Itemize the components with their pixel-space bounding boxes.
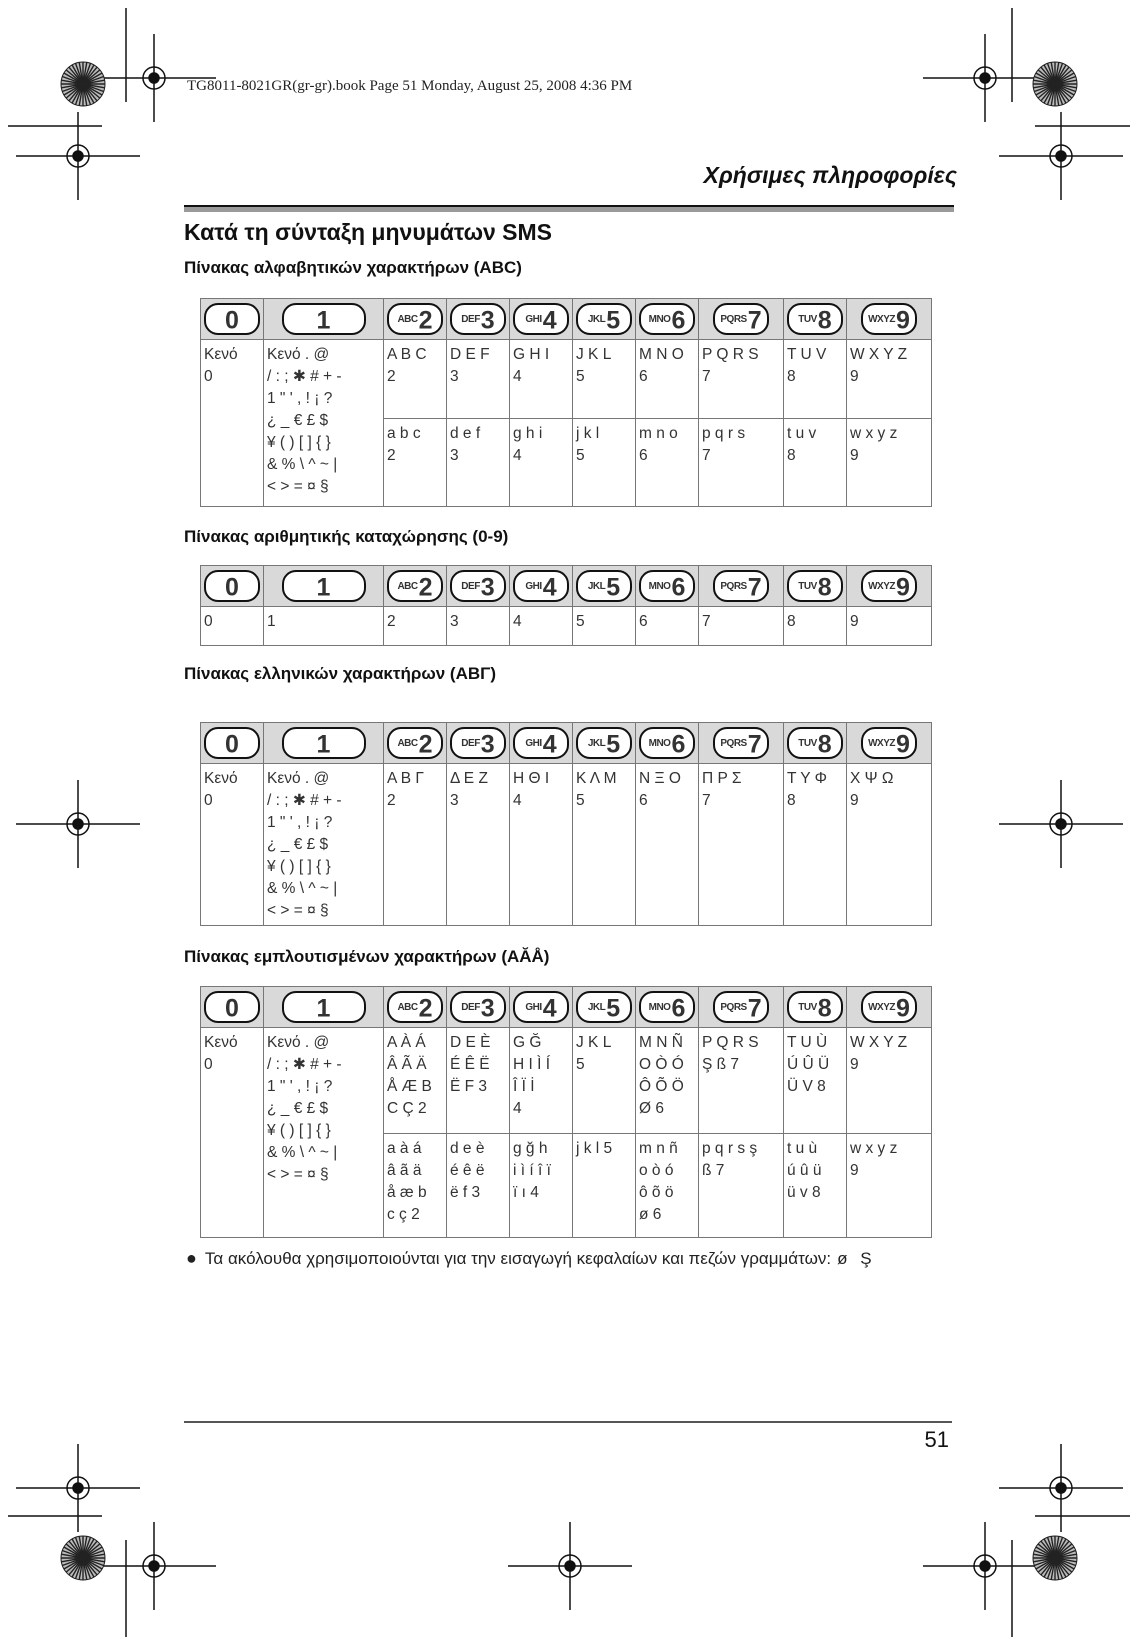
key-cell: [384, 723, 447, 764]
character-cell: j k l 5: [573, 1134, 636, 1238]
key-cell: [573, 987, 636, 1028]
character-cell: a b c 2: [384, 419, 447, 507]
registration-target-icon: [923, 34, 1047, 122]
character-cell: m n ñ o ò ó ô õ ö ø 6: [636, 1134, 699, 1238]
greek-character-table: [200, 722, 932, 926]
sunburst-registration-icon: [61, 62, 105, 106]
phone-key-5-icon: JKL5: [576, 570, 632, 602]
header-rule: [184, 205, 954, 212]
character-cell: W X Y Z 9: [847, 340, 932, 419]
character-cell: T U Ù Ú Û Ü Ü V 8: [784, 1028, 847, 1134]
character-cell: M N Ñ O Ò Ó Ô Õ Ö Ø 6: [636, 1028, 699, 1134]
character-cell: d e f 3: [447, 419, 510, 507]
character-cell: 9: [847, 607, 932, 646]
key-cell: [384, 566, 447, 607]
key-cell: [636, 299, 699, 340]
print-info-line: TG8011-8021GR(gr-gr).book Page 51 Monday, August 25, 2008 4:36 PM: [187, 78, 633, 94]
key-cell: [784, 299, 847, 340]
key-cell: [784, 987, 847, 1028]
character-cell: Κενό 0: [201, 764, 264, 926]
character-cell: 6: [636, 607, 699, 646]
key-cell: [699, 987, 784, 1028]
sunburst-registration-icon: [61, 1536, 105, 1580]
registration-target-icon: [999, 112, 1123, 200]
phone-key-2-icon: ABC2: [387, 570, 443, 602]
character-cell: Π Ρ Σ 7: [699, 764, 784, 926]
character-cell: J K L 5: [573, 1028, 636, 1134]
phone-key-2-icon: ABC2: [387, 303, 443, 335]
key-cell: [784, 566, 847, 607]
phone-key-0-icon: 0: [204, 570, 260, 602]
character-cell: p q r s ş ß 7: [699, 1134, 784, 1238]
phone-key-1-icon: 1: [282, 570, 366, 602]
phone-key-7-icon: PQRS7: [713, 991, 769, 1023]
phone-key-1-icon: 1: [282, 991, 366, 1023]
character-cell: Α Β Γ 2: [384, 764, 447, 926]
phone-key-4-icon: GHI4: [513, 303, 569, 335]
key-cell: [201, 566, 264, 607]
registration-target-icon: [508, 1522, 632, 1610]
key-cell: [699, 299, 784, 340]
key-cell: [447, 299, 510, 340]
key-cell: [699, 566, 784, 607]
phone-key-9-icon: WXYZ9: [861, 303, 917, 335]
phone-key-1-icon: 1: [282, 727, 366, 759]
phone-key-9-icon: WXYZ9: [861, 727, 917, 759]
key-cell: [699, 723, 784, 764]
numeric-entry-table: [200, 565, 932, 646]
phone-key-7-icon: PQRS7: [713, 727, 769, 759]
character-cell: M N O 6: [636, 340, 699, 419]
character-cell: Κενό 0: [201, 340, 264, 507]
phone-key-3-icon: DEF3: [450, 570, 506, 602]
key-cell: [201, 987, 264, 1028]
character-cell: 2: [384, 607, 447, 646]
sunburst-registration-icon: [1033, 62, 1077, 106]
character-cell: t u v 8: [784, 419, 847, 507]
phone-key-0-icon: 0: [204, 991, 260, 1023]
key-cell: [264, 723, 384, 764]
key-cell: [847, 566, 932, 607]
key-cell: [447, 987, 510, 1028]
character-cell: w x y z 9: [847, 419, 932, 507]
character-cell: Κενό . @ / : ; ✱ # + - 1 " ' , ! ¡ ? ¿ _ € £ $ ¥ ( ) [ ] { } & % \ ^ ~ | < > = ¤ §: [264, 1028, 384, 1238]
case-note-symbols: ø Ş: [837, 1249, 876, 1268]
phone-key-8-icon: TUV8: [787, 570, 843, 602]
phone-key-6-icon: MNO6: [639, 991, 695, 1023]
character-cell: T U V 8: [784, 340, 847, 419]
phone-key-7-icon: PQRS7: [713, 303, 769, 335]
footer-rule: [184, 1421, 952, 1423]
phone-key-0-icon: 0: [204, 727, 260, 759]
phone-key-3-icon: DEF3: [450, 303, 506, 335]
phone-key-8-icon: TUV8: [787, 991, 843, 1023]
character-cell: Η Θ Ι 4: [510, 764, 573, 926]
character-cell: Κενό . @ / : ; ✱ # + - 1 " ' , ! ¡ ? ¿ _ € £ $ ¥ ( ) [ ] { } & % \ ^ ~ | < > = ¤ §: [264, 340, 384, 507]
registration-target-icon: [923, 1522, 1047, 1610]
character-cell: w x y z 9: [847, 1134, 932, 1238]
extended-character-table: [200, 986, 932, 1238]
greek-table-caption: Πίνακας ελληνικών χαρακτήρων (ΑΒΓ): [184, 664, 497, 683]
character-cell: Ν Ξ Ο 6: [636, 764, 699, 926]
character-cell: G Ğ H I Ì Í Î Ï İ 4: [510, 1028, 573, 1134]
character-cell: m n o 6: [636, 419, 699, 507]
chapter-title: Χρήσιμες πληροφορίες: [703, 162, 957, 188]
character-cell: A À Á Â Ã Ä Å Æ B C Ç 2: [384, 1028, 447, 1134]
character-cell: 4: [510, 607, 573, 646]
phone-key-7-icon: PQRS7: [713, 570, 769, 602]
key-cell: [447, 566, 510, 607]
key-cell: [264, 299, 384, 340]
character-cell: p q r s 7: [699, 419, 784, 507]
registration-target-icon: [16, 112, 140, 200]
character-cell: W X Y Z 9: [847, 1028, 932, 1134]
character-cell: P Q R S Ş ß 7: [699, 1028, 784, 1134]
character-cell: Χ Ψ Ω 9: [847, 764, 932, 926]
character-cell: a à á â ã ä å æ b c ç 2: [384, 1134, 447, 1238]
character-cell: Κενό 0: [201, 1028, 264, 1238]
character-cell: D E È É Ê Ë Ë F 3: [447, 1028, 510, 1134]
key-cell: [636, 987, 699, 1028]
key-cell: [201, 299, 264, 340]
sunburst-registration-icon: [1033, 1536, 1077, 1580]
character-cell: 1: [264, 607, 384, 646]
phone-key-8-icon: TUV8: [787, 303, 843, 335]
character-cell: Τ Υ Φ 8: [784, 764, 847, 926]
abc-table-caption: Πίνακας αλφαβητικών χαρακτήρων (ABC): [184, 258, 522, 277]
character-cell: P Q R S 7: [699, 340, 784, 419]
phone-key-8-icon: TUV8: [787, 727, 843, 759]
registration-target-icon: [92, 1522, 216, 1610]
phone-key-4-icon: GHI4: [513, 570, 569, 602]
key-cell: [384, 299, 447, 340]
character-cell: g ğ h i ì í î ï ï ı 4: [510, 1134, 573, 1238]
character-cell: D E F 3: [447, 340, 510, 419]
numeric-table-caption: Πίνακας αριθμητικής καταχώρησης (0-9): [184, 527, 509, 546]
page-number: 51: [924, 1427, 949, 1452]
key-cell: [201, 723, 264, 764]
phone-key-1-icon: 1: [282, 303, 366, 335]
key-cell: [636, 566, 699, 607]
key-cell: [264, 566, 384, 607]
phone-key-9-icon: WXYZ9: [861, 991, 917, 1023]
abc-character-table: [200, 298, 932, 507]
character-cell: d e è é ê ë ë f 3: [447, 1134, 510, 1238]
key-cell: [573, 723, 636, 764]
key-cell: [447, 723, 510, 764]
key-cell: [573, 299, 636, 340]
case-note-text: Τα ακόλουθα χρησιμοποιούνται για την εισαγωγή κεφαλαίων και πεζών γραμμάτων:: [204, 1249, 832, 1268]
key-cell: [847, 723, 932, 764]
phone-key-5-icon: JKL5: [576, 727, 632, 759]
key-cell: [847, 987, 932, 1028]
registration-target-icon: [999, 780, 1123, 868]
character-cell: Κενό . @ / : ; ✱ # + - 1 " ' , ! ¡ ? ¿ _ € £ $ ¥ ( ) [ ] { } & % \ ^ ~ | < > = ¤ §: [264, 764, 384, 926]
section-title: Κατά τη σύνταξη μηνυμάτων SMS: [184, 219, 553, 245]
phone-key-6-icon: MNO6: [639, 727, 695, 759]
extended-table-caption: Πίνακας εμπλουτισμένων χαρακτήρων (AĂÅ): [184, 947, 550, 966]
character-cell: Δ Ε Ζ 3: [447, 764, 510, 926]
phone-key-3-icon: DEF3: [450, 727, 506, 759]
key-cell: [510, 987, 573, 1028]
key-cell: [847, 299, 932, 340]
case-note: [186, 1248, 876, 1269]
key-cell: [784, 723, 847, 764]
bullet-icon: ●: [186, 1248, 197, 1268]
character-cell: Κ Λ Μ 5: [573, 764, 636, 926]
phone-key-4-icon: GHI4: [513, 991, 569, 1023]
character-cell: g h i 4: [510, 419, 573, 507]
character-cell: t u ù ú û ü ü v 8: [784, 1134, 847, 1238]
character-cell: 0: [201, 607, 264, 646]
phone-key-4-icon: GHI4: [513, 727, 569, 759]
character-cell: G H I 4: [510, 340, 573, 419]
character-cell: A B C 2: [384, 340, 447, 419]
character-cell: 8: [784, 607, 847, 646]
phone-key-6-icon: MNO6: [639, 570, 695, 602]
key-cell: [384, 987, 447, 1028]
character-cell: J K L 5: [573, 340, 636, 419]
key-cell: [636, 723, 699, 764]
character-cell: 3: [447, 607, 510, 646]
phone-key-9-icon: WXYZ9: [861, 570, 917, 602]
phone-key-5-icon: JKL5: [576, 991, 632, 1023]
registration-target-icon: [999, 1444, 1123, 1532]
phone-key-2-icon: ABC2: [387, 991, 443, 1023]
key-cell: [510, 566, 573, 607]
key-cell: [573, 566, 636, 607]
key-cell: [510, 723, 573, 764]
registration-target-icon: [16, 780, 140, 868]
phone-key-5-icon: JKL5: [576, 303, 632, 335]
key-cell: [264, 987, 384, 1028]
key-cell: [510, 299, 573, 340]
character-cell: 5: [573, 607, 636, 646]
character-cell: 7: [699, 607, 784, 646]
phone-key-6-icon: MNO6: [639, 303, 695, 335]
registration-target-icon: [16, 1444, 140, 1532]
phone-key-3-icon: DEF3: [450, 991, 506, 1023]
phone-key-2-icon: ABC2: [387, 727, 443, 759]
phone-key-0-icon: 0: [204, 303, 260, 335]
character-cell: j k l 5: [573, 419, 636, 507]
